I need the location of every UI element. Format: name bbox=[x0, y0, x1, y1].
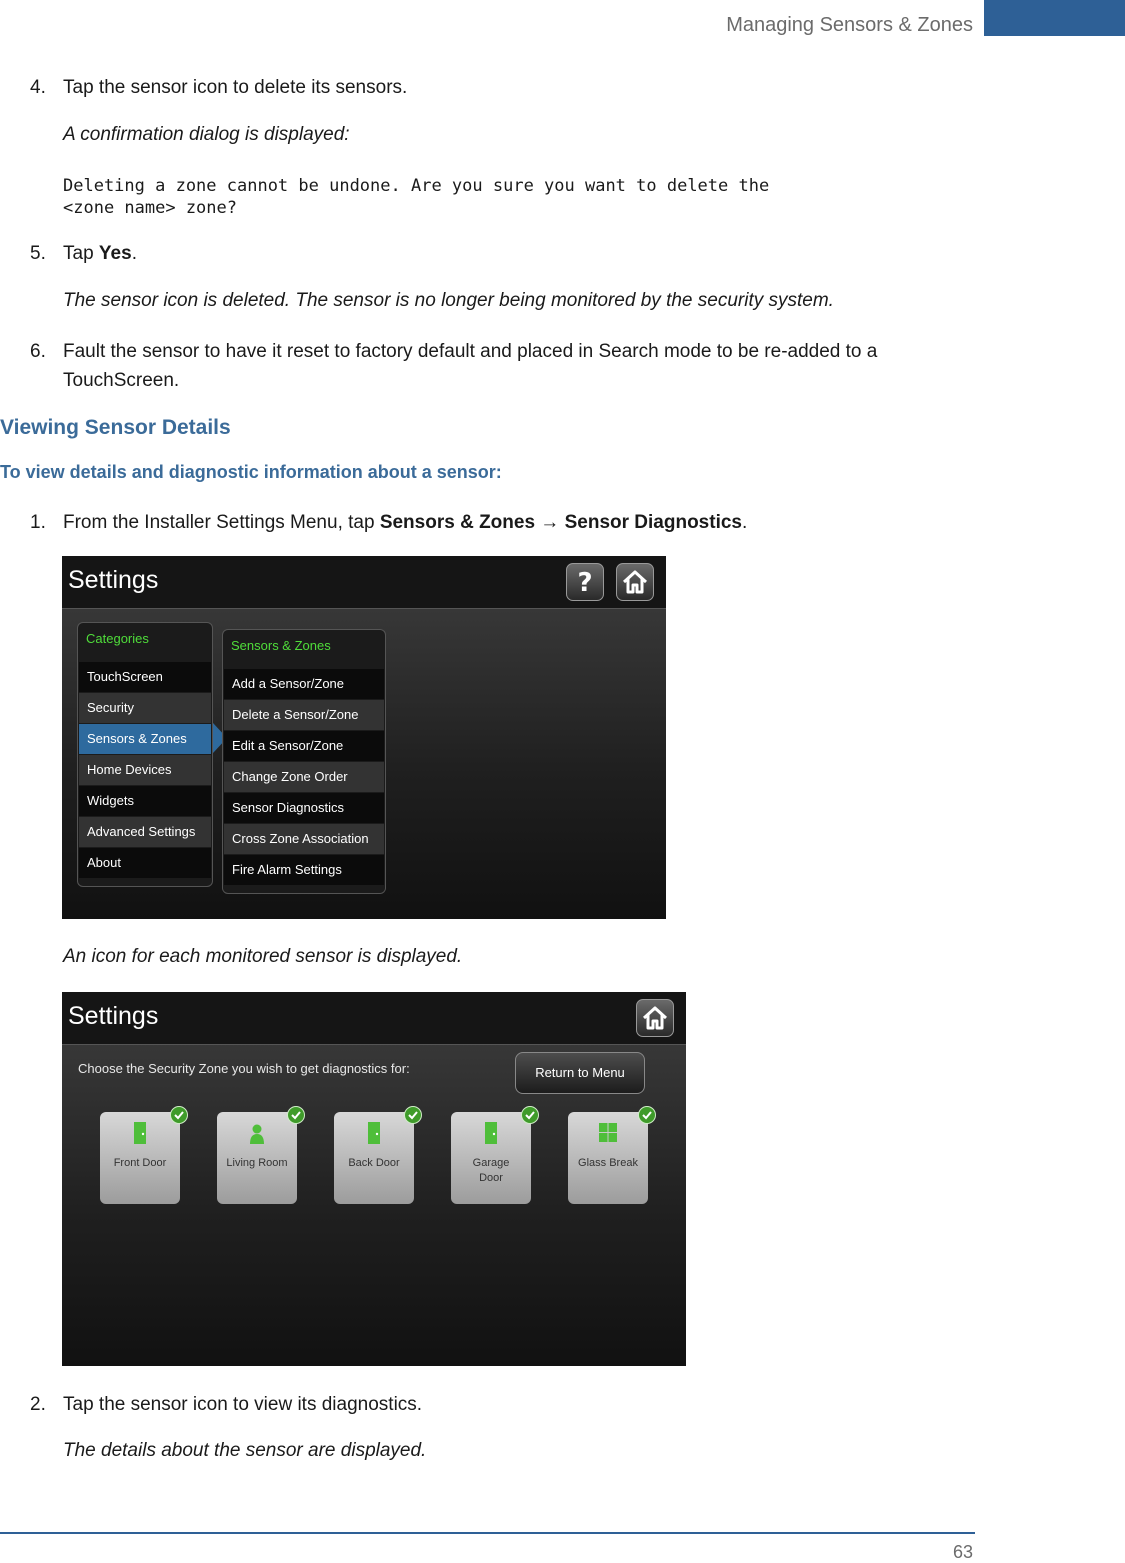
categories-panel bbox=[77, 622, 213, 887]
zone-tile-back-door[interactable] bbox=[334, 1112, 414, 1204]
page-number: 63 bbox=[952, 1542, 973, 1562]
screen-title: Settings bbox=[68, 1002, 159, 1030]
section-heading: Viewing Sensor Details bbox=[0, 416, 231, 439]
categories-header: Categories bbox=[86, 631, 149, 646]
procedure-heading: To view details and diagnostic information about a sensor: bbox=[0, 462, 502, 482]
zone-tile-garage-door[interactable] bbox=[451, 1112, 531, 1204]
step-text: Tap Yes. bbox=[63, 243, 137, 264]
deleted-note: The sensor icon is deleted. The sensor is no longer being monitored by the security system. bbox=[63, 290, 834, 311]
submenu-edit-sensor[interactable]: Edit a Sensor/Zone bbox=[224, 731, 384, 761]
step-number: 4. bbox=[30, 77, 46, 98]
category-widgets[interactable]: Widgets bbox=[79, 786, 211, 816]
confirm-code-line-2: <zone name> zone? bbox=[63, 198, 237, 218]
check-icon bbox=[638, 1106, 656, 1124]
step-number: 5. bbox=[30, 243, 46, 264]
category-about[interactable]: About bbox=[79, 848, 211, 878]
step-text: From the Installer Settings Menu, tap Sensors & Zones → Sensor Diagnostics. bbox=[63, 512, 748, 533]
door-icon bbox=[481, 1120, 501, 1146]
submenu-cross-zone-association[interactable]: Cross Zone Association bbox=[224, 824, 384, 854]
zone-label: Garage Door bbox=[472, 1157, 510, 1184]
zone-tile-living-room[interactable] bbox=[217, 1112, 297, 1204]
step-number: 6. bbox=[30, 341, 46, 362]
door-icon bbox=[130, 1120, 150, 1146]
window-icon bbox=[598, 1120, 618, 1146]
details-note: The details about the sensor are displayed. bbox=[63, 1440, 427, 1461]
confirm-caption: A confirmation dialog is displayed: bbox=[63, 124, 350, 145]
screen-title: Settings bbox=[68, 566, 159, 594]
settings-menu-screenshot bbox=[62, 556, 666, 919]
header-title: Managing Sensors & Zones bbox=[726, 14, 973, 36]
zone-label: Back Door bbox=[348, 1157, 400, 1169]
check-icon bbox=[170, 1106, 188, 1124]
zone-label: Glass Break bbox=[578, 1157, 638, 1169]
footer-rule bbox=[0, 1532, 975, 1534]
submenu-panel bbox=[222, 629, 386, 894]
diagnostics-prompt: Choose the Security Zone you wish to get diagnostics for: bbox=[78, 1061, 410, 1076]
check-icon bbox=[521, 1106, 539, 1124]
yes-label: Yes bbox=[98, 243, 132, 264]
step-text: Tap the sensor icon to delete its sensors. bbox=[63, 77, 408, 98]
zone-tile-front-door[interactable] bbox=[100, 1112, 180, 1204]
door-icon bbox=[364, 1120, 384, 1146]
category-touchscreen[interactable]: TouchScreen bbox=[79, 662, 211, 692]
step-text-line-1: Fault the sensor to have it reset to factory default and placed in Search mode to be re-added to a bbox=[63, 341, 878, 362]
person-icon bbox=[247, 1120, 267, 1146]
category-sensors-zones[interactable]: Sensors & Zones bbox=[79, 724, 211, 754]
return-to-menu-button[interactable]: Return to Menu bbox=[515, 1052, 645, 1094]
zone-label: Front Door bbox=[113, 1157, 167, 1169]
submenu-sensor-diagnostics[interactable]: Sensor Diagnostics bbox=[224, 793, 384, 823]
category-advanced-settings[interactable]: Advanced Settings bbox=[79, 817, 211, 847]
submenu-fire-alarm-settings[interactable]: Fire Alarm Settings bbox=[224, 855, 384, 885]
sensor-diagnostics-screenshot bbox=[62, 992, 686, 1366]
check-icon bbox=[287, 1106, 305, 1124]
submenu-header: Sensors & Zones bbox=[231, 638, 331, 653]
confirm-code-line-1: Deleting a zone cannot be undone. Are you sure you want to delete the bbox=[63, 176, 770, 196]
submenu-change-zone-order[interactable]: Change Zone Order bbox=[224, 762, 384, 792]
icon-caption: An icon for each monitored sensor is displayed. bbox=[63, 946, 463, 967]
header-accent-bar bbox=[984, 0, 1125, 36]
step-text: Tap the sensor icon to view its diagnostics. bbox=[63, 1394, 423, 1415]
home-icon[interactable] bbox=[616, 563, 654, 601]
step-number: 2. bbox=[30, 1394, 46, 1415]
svg-text:?: ? bbox=[577, 568, 593, 598]
submenu-delete-sensor[interactable]: Delete a Sensor/Zone bbox=[224, 700, 384, 730]
help-icon[interactable] bbox=[566, 563, 604, 601]
title-bar bbox=[62, 992, 686, 1045]
zone-tile-glass-break[interactable] bbox=[568, 1112, 648, 1204]
home-icon[interactable] bbox=[636, 999, 674, 1037]
category-home-devices[interactable]: Home Devices bbox=[79, 755, 211, 785]
submenu-add-sensor[interactable]: Add a Sensor/Zone bbox=[224, 669, 384, 699]
title-bar bbox=[62, 556, 666, 609]
step-number: 1. bbox=[30, 512, 46, 533]
zone-label: Living Room bbox=[226, 1157, 288, 1169]
category-security[interactable]: Security bbox=[79, 693, 211, 723]
check-icon bbox=[404, 1106, 422, 1124]
